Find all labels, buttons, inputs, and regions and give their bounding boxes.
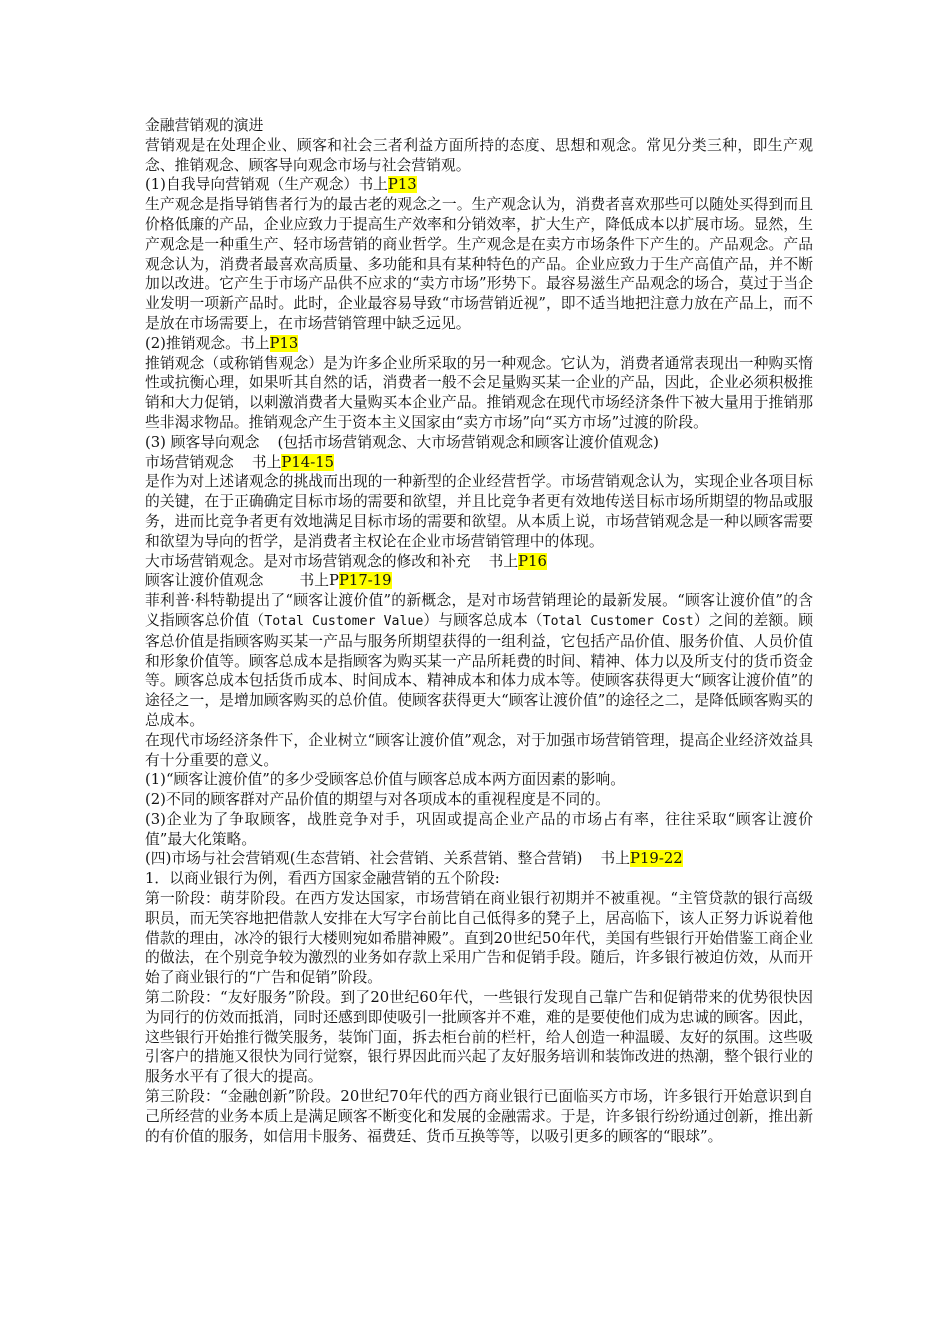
heading-social-marketing <box>145 849 813 869</box>
significance-paragraph: 在现代市场经济条件下，企业树立“顾客让渡价值”观念，对于加强市场营销管理，提高企业经济效益具有十分重要的意义。 <box>145 731 813 769</box>
heading-production-concept <box>145 175 813 195</box>
heading-text: (1)自我导向营销观（生产观念）书上 <box>145 176 388 194</box>
customer-delivered-value-paragraph <box>145 591 813 731</box>
text-run: 菲利普·科特勒提出了“顾客让渡价值”的新概念，是对市场营销理论的最新发展。“顾客让渡价值”的含义指顾客总价值（ <box>145 592 813 629</box>
production-concept-paragraph: 生产观念是指导销售者行为的最古老的观念之一。生产观念认为，消费者喜欢那些可以随处买得到而且价格低廉的产品，企业应致力于提高生产效率和分销效率，扩大生产，降低成本以扩展市场。显然，生产观念是一种重生产、轻市场营销的商业哲学。生产观念是在卖方市场条件下产生的。产品观念。产品观念认为，消费者最喜欢高质量、多功能和具有某种特色的产品。企业应致力于生产高值产品，并不断加以改进。它产生于市场产品供不应求的“卖方市场”形势下。最容易滋生产品观念的场合，莫过于当企业发明一项新产品时。此时，企业最容易导致“市场营销近视”，即不适当地把注意力放在产品上，而不是放在市场需要上，在市场营销管理中缺乏远见。 <box>145 196 813 332</box>
text-run: ）与顾客总成本（ <box>423 611 543 629</box>
heading-text: 顾客让渡价值观念 <box>145 572 264 590</box>
heading-mega-marketing <box>145 552 813 572</box>
page-ref-highlight: P17-19 <box>338 572 392 590</box>
document-title: 金融营销观的演进 <box>145 117 264 134</box>
page-ref-highlight: P13 <box>387 176 417 194</box>
intro-paragraph: 营销观是在处理企业、顾客和社会三者利益方面所持的态度、思想和观念。常见分类三种，即生产观念、推销观念、顾客导向观念市场与社会营销观。 <box>145 136 813 174</box>
selling-concept-paragraph: 推销观念（或称销售观念）是为许多企业所采取的另一种观念。它认为，消费者通常表现出一种购买惰性或抗衡心理，如果听其自然的话，消费者一般不会足量购买某一企业的产品，因此，企业必须积极推销和大力促销，以刺激消费者大量购买本企业产品。推销观念在现代市场经济条件下被大量用于推销那些非渴求物品。推销观念产生于资本主义国家由“卖方市场”向“买方市场”过渡的阶段。 <box>145 354 813 431</box>
heading-marketing-concept <box>145 453 813 473</box>
list-item: (3)企业为了争取顾客，战胜竞争对手，巩固或提高企业产品的市场占有率，往往采取“顾客让渡价值”最大化策略。 <box>145 810 813 848</box>
marketing-concept-paragraph: 是作为对上述诸观念的挑战而出现的一种新型的企业经营哲学。市场营销观念认为，实现企业各项目标的关键，在于正确确定目标市场的需要和欲望，并且比竞争者更有效地传送目标市场所期望的物品或服务，进而比竞争者更有效地满足目标市场的需要和欲望。从本质上说，市场营销观念是一种以顾客需要和欲望为导向的哲学，是消费者主权论在企业市场营销管理中的体现。 <box>145 473 813 550</box>
heading-note: (包括市场营销观念、大市场营销观念和顾客让渡价值观念) <box>277 433 659 451</box>
stage-three-paragraph: 第三阶段：“金融创新”阶段。20世纪70年代的西方商业银行已面临买方市场，许多银行开始意识到自己所经营的业务本质上是满足顾客不断变化和发展的金融需求。于是，许多银行纷纷通过创新，推出新的有价值的服务，如信用卡服务、福费廷、货币互换等等，以吸引更多的顾客的“眼球”。 <box>145 1088 813 1145</box>
page-ref-highlight: P16 <box>518 552 547 570</box>
stage-two-paragraph: 第二阶段：“友好服务”阶段。到了20世纪60年代，一些银行发现自己靠广告和促销带来的优势很快因为同行的仿效而抵消，同时还感到即使吸引一批顾客并不难，难的是要使他们成为忠诚的顾客。因此，这些银行开始推行微笑服务，装饰门面，拆去柜台前的栏杆，给人创造一种温暖、友好的氛围。这些吸引客户的措施又很快为同行觉察，银行界因此而兴起了友好服务培训和装饰改进的热潮，整个银行业的服务水平有了很大的提高。 <box>145 989 813 1086</box>
list-item: (1)“顾客让渡价值”的多少受顾客总价值与顾客总成本两方面因素的影响。 <box>145 771 625 789</box>
document-body <box>145 116 813 1146</box>
book-label: 书上 <box>251 453 282 471</box>
stages-intro: 1．以商业银行为例，看西方国家金融营销的五个阶段: <box>145 870 500 888</box>
heading-customer-delivered-value <box>145 571 813 591</box>
book-label: 书上P <box>299 572 339 590</box>
book-label: 书上 <box>600 850 631 868</box>
heading-text: (四)市场与社会营销观(生态营销、社会营销、关系营销、整合营销) <box>145 850 583 868</box>
page-ref-highlight: P19-22 <box>630 850 683 868</box>
book-label: 书上 <box>488 552 519 570</box>
list-item: (2)不同的顾客群对产品价值的期望与对各项成本的重视程度是不同的。 <box>145 791 610 809</box>
english-term: Total Customer Value <box>264 613 424 629</box>
english-term: Total Customer Cost <box>542 613 694 629</box>
heading-text: (3) 顾客导向观念 <box>145 433 260 451</box>
text-run: ）之间的差额。顾客总价值是指顾客购买某一产品与服务所期望获得的一组利益，它包括产品价值、服务价值、人员价值和形象价值等。顾客总成本是指顾客为购买某一产品所耗费的时间、精神、体力以及所支付的货币资金等。顾客总成本包括货币成本、时间成本、精神成本和体力成本等。使顾客获得更大“顾客让渡价值”的途径之一，是增加顾客购买的总价值。使顾客获得更大“顾客让渡价值”的途径之二，是降低顾客购买的总成本。 <box>145 611 813 729</box>
heading-text: (2)推销观念。书上 <box>145 334 270 352</box>
heading-selling-concept <box>145 334 813 354</box>
stage-one-paragraph: 第一阶段：萌芽阶段。在西方发达国家，市场营销在商业银行初期并不被重视。“主管贷款的银行高级职员，而无笑容地把借款人安排在大写字台前比自己低得多的凳子上，居高临下，该人正努力诉说着他借款的理由，冰冷的银行大楼则宛如希腊神殿”。直到20世纪50年代，美国有些银行开始借鉴工商企业的做法，在个别竞争较为激烈的业务如存款上采用广告和促销手段。随后，许多银行被迫仿效，从而开始了商业银行的“广告和促销”阶段。 <box>145 890 813 987</box>
heading-text: 市场营销观念 <box>145 453 234 471</box>
page-ref-highlight: P13 <box>269 334 299 352</box>
heading-text: 大市场营销观念。是对市场营销观念的修改和补充 <box>145 552 471 570</box>
heading-customer-oriented <box>145 433 813 453</box>
page-ref-highlight: P14-15 <box>281 453 335 471</box>
